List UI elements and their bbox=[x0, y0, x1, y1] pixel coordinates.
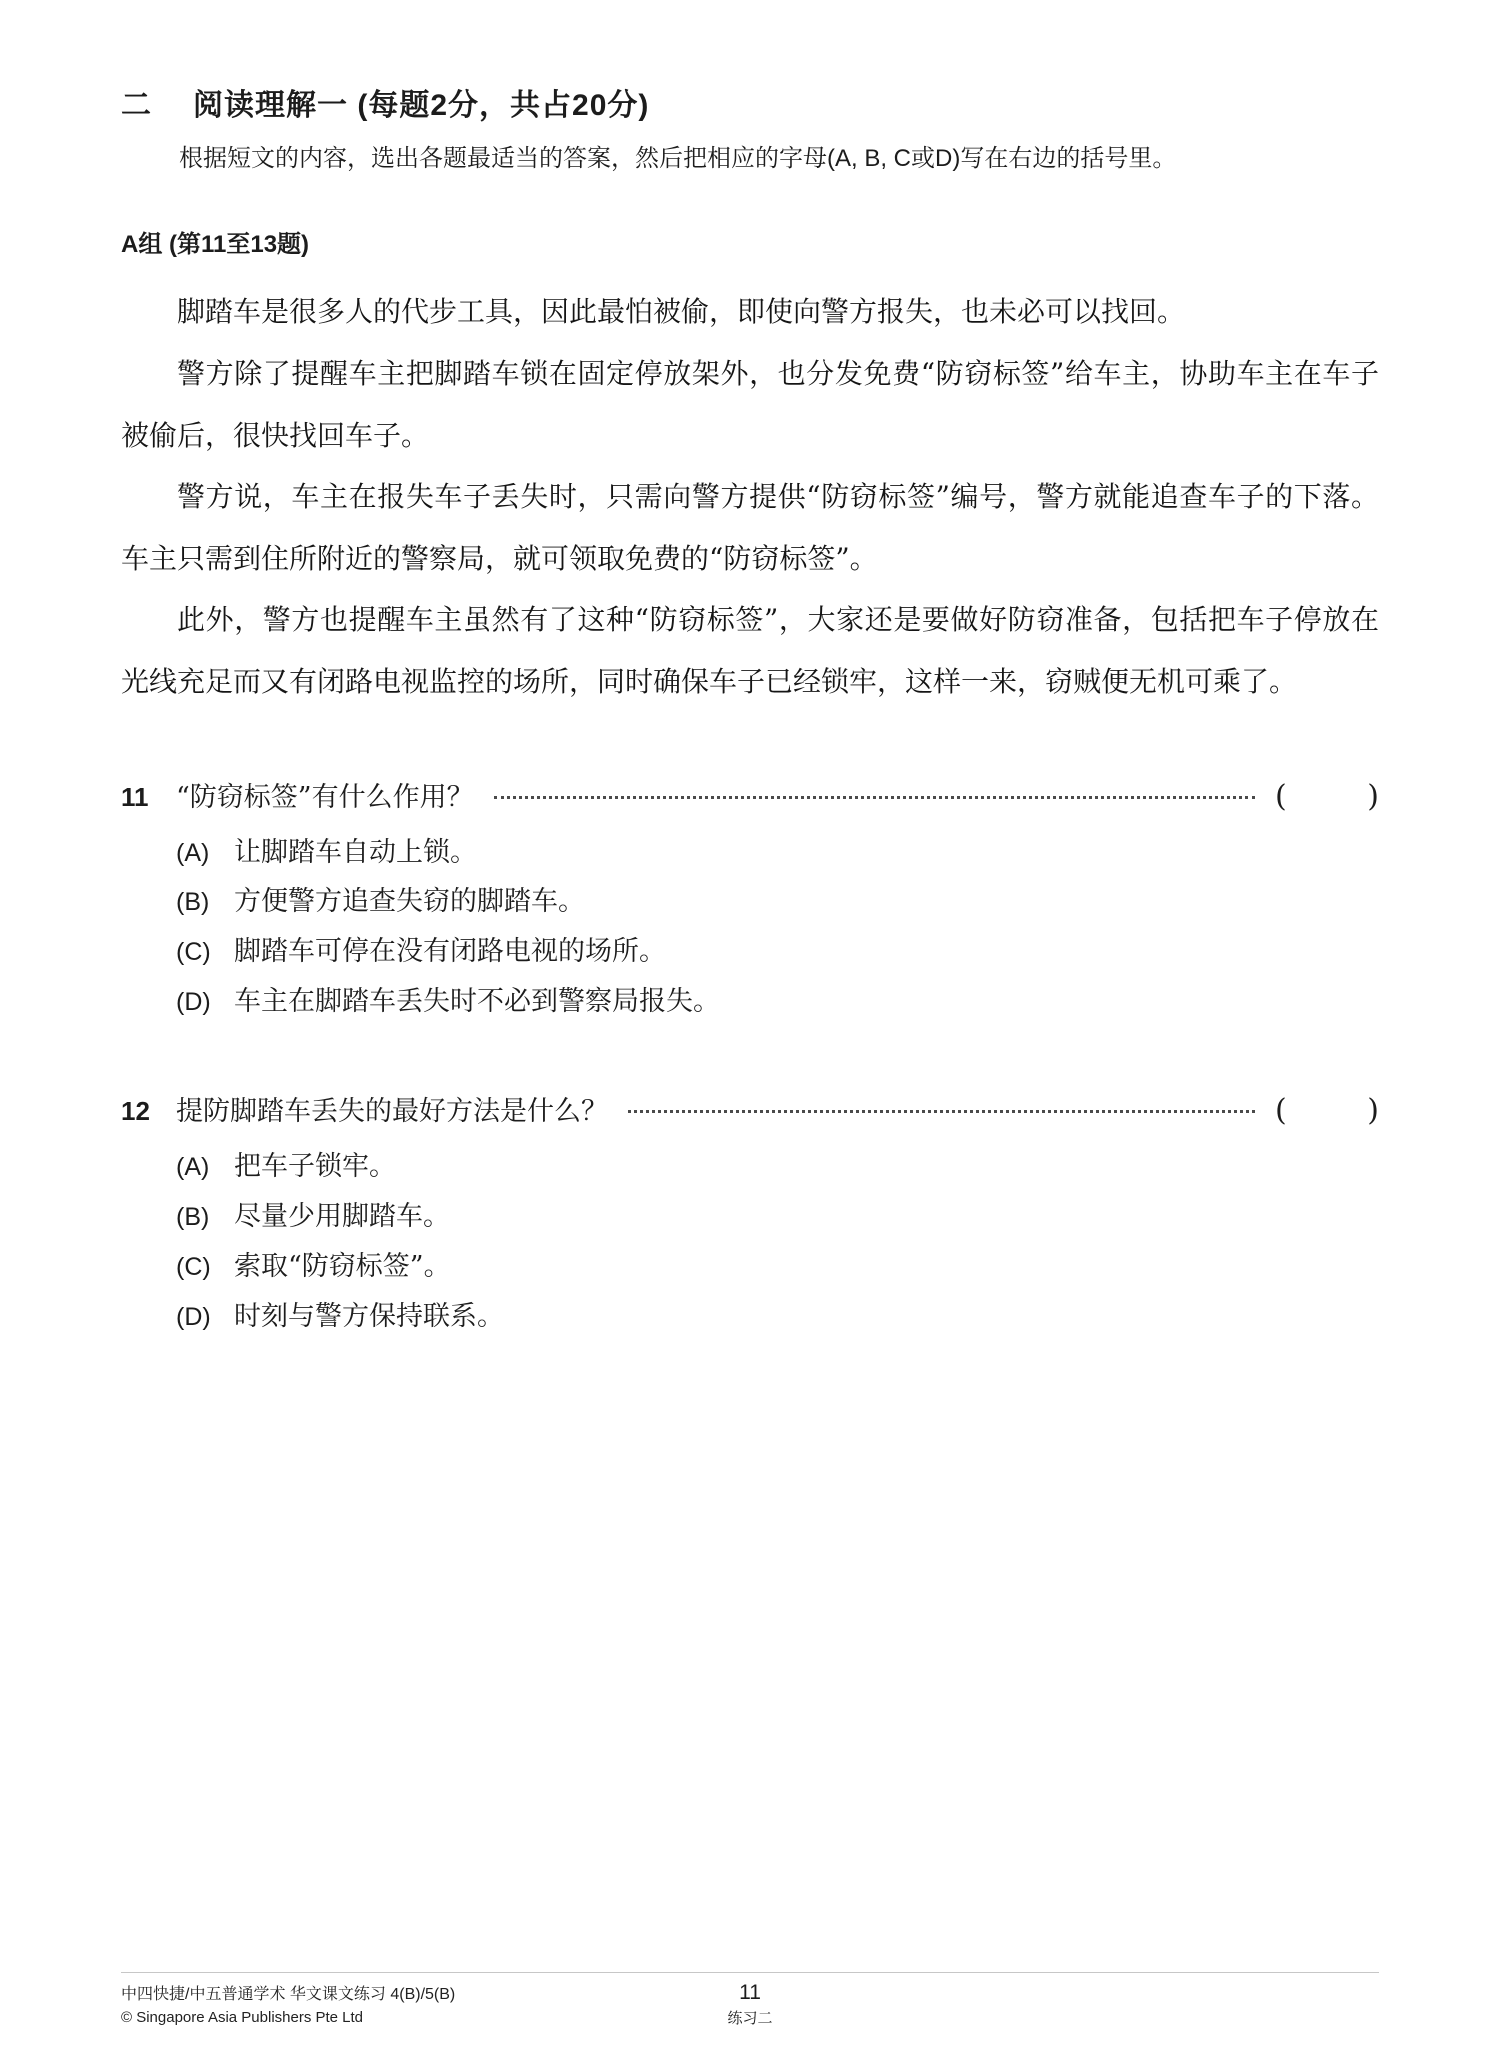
section-header bbox=[121, 80, 1379, 124]
option-text: 尽量少用脚踏车。 bbox=[234, 1201, 450, 1233]
option-text: 索取“防窃标签”。 bbox=[234, 1251, 451, 1283]
question-12-number: 12 bbox=[121, 1096, 150, 1127]
footer-publisher: © Singapore Asia Publishers Pte Ltd bbox=[121, 2008, 364, 2026]
question-11-line bbox=[121, 775, 1379, 814]
question-12-options bbox=[176, 1142, 1379, 1342]
answer-bracket-q12 bbox=[1275, 1093, 1379, 1128]
question-11-number: 11 bbox=[121, 781, 149, 812]
question-11 bbox=[121, 775, 1379, 1028]
answer-bracket-open: ( bbox=[1275, 1093, 1287, 1129]
option-label: (A) bbox=[176, 838, 210, 867]
dotted-leader bbox=[494, 796, 1255, 799]
reading-passage bbox=[121, 281, 1379, 712]
option-text: 脚踏车可停在没有闭路电视的场所。 bbox=[234, 936, 666, 968]
option-text: 时刻与警方保持联系。 bbox=[234, 1301, 504, 1333]
answer-bracket-q11 bbox=[1275, 779, 1379, 814]
option-row bbox=[176, 1292, 1379, 1342]
section-number: 二 bbox=[121, 89, 152, 122]
option-label: (B) bbox=[176, 888, 210, 917]
answer-bracket-close: ) bbox=[1367, 1093, 1379, 1129]
answer-bracket-open: ( bbox=[1275, 778, 1287, 814]
page-number: 11 bbox=[739, 1980, 761, 2004]
dotted-leader bbox=[628, 1110, 1255, 1113]
option-row bbox=[176, 828, 1379, 878]
passage-paragraph-3: 警方说，车主在报失车子丢失时，只需向警方提供“防窃标签”编号，警方就能追查车子的下落。车主只需到住所附近的警察局，就可领取免费的“防窃标签”。 bbox=[121, 480, 1379, 575]
option-label: (C) bbox=[176, 938, 211, 967]
page-footer bbox=[121, 1972, 1379, 2030]
answer-bracket-close: ) bbox=[1367, 778, 1379, 814]
option-text: 车主在脚踏车丢失时不必到警察局报失。 bbox=[234, 986, 720, 1018]
option-text: 让脚踏车自动上锁。 bbox=[234, 836, 477, 868]
passage-paragraph-4: 此外，警方也提醒车主虽然有了这种“防窃标签”，大家还是要做好防窃准备，包括把车子停放在光线充足而又有闭路电视监控的场所，同时确保车子已经锁牢，这样一来，窃贼便无机可乘了。 bbox=[121, 603, 1379, 698]
question-12 bbox=[121, 1089, 1379, 1342]
group-label: A组 (第11至13题) bbox=[121, 231, 310, 259]
option-text: 方便警方追查失窃的脚踏车。 bbox=[234, 886, 585, 918]
option-label: (D) bbox=[176, 988, 211, 1017]
question-11-text: “防窃标签”有什么作用？ bbox=[176, 781, 474, 813]
passage-paragraph-2: 警方除了提醒车主把脚踏车锁在固定停放架外，也分发免费“防窃标签”给车主，协助车主在车子被偷后，很快找回车子。 bbox=[121, 356, 1379, 452]
exercise-label: 练习二 bbox=[727, 2008, 773, 2027]
option-row bbox=[176, 1192, 1379, 1242]
question-12-text: 提防脚踏车丢失的最好方法是什么？ bbox=[176, 1096, 608, 1128]
instructions-text: 根据短文的内容，选出各题最适当的答案，然后把相应的字母(A, B, C或D)写在右边的括号里。 bbox=[179, 145, 1177, 172]
option-label: (A) bbox=[176, 1153, 210, 1182]
passage-paragraph-1: 脚踏车是很多人的代步工具，因此最怕被偷，即使向警方报失，也未必可以找回。 bbox=[177, 295, 1186, 329]
footer-series-title: 中四快捷/中五普通学术 华文课文练习 4(B)/5(B) bbox=[121, 1985, 456, 2003]
question-12-line bbox=[121, 1089, 1379, 1128]
option-row bbox=[176, 1142, 1379, 1192]
option-label: (D) bbox=[176, 1303, 211, 1332]
option-text: 把车子锁牢。 bbox=[234, 1151, 396, 1183]
option-label: (C) bbox=[176, 1253, 211, 1282]
option-row bbox=[176, 977, 1379, 1027]
section-title: 阅读理解一 (每题2分，共占20分) bbox=[193, 89, 650, 122]
question-11-options bbox=[176, 828, 1379, 1028]
footer-page-block bbox=[727, 1981, 772, 2028]
option-row bbox=[176, 927, 1379, 977]
option-row bbox=[176, 877, 1379, 927]
option-label: (B) bbox=[176, 1203, 210, 1232]
option-row bbox=[176, 1242, 1379, 1292]
